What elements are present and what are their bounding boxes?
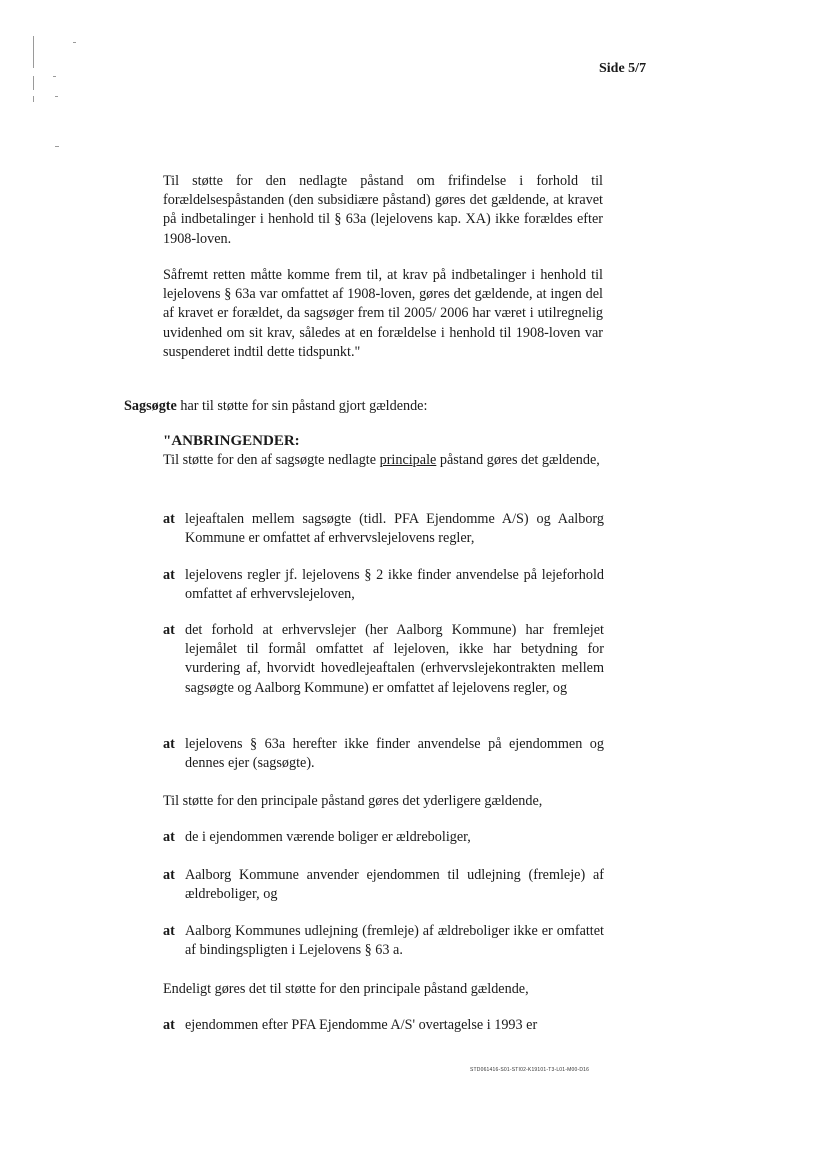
- at-item-text: lejelovens regler jf. lejelovens § 2 ikke finder anvendelse på lejeforhold omfattet af erhvervslejeloven,: [185, 567, 604, 603]
- paragraph-defendant-intro: [124, 397, 604, 416]
- at-item-text: de i ejendommen værende boliger er ældreboliger,: [185, 829, 471, 845]
- pleadings-text-end: påstand gøres det gældende,: [436, 452, 600, 469]
- pleadings-heading: "ANBRINGENDER:: [163, 433, 300, 449]
- principal-underlined: principale: [379, 452, 437, 469]
- scan-artifact: [73, 42, 76, 43]
- at-item-text: Aalborg Kommune anvender ejendommen til udlejning (fremleje) af ældreboliger, og: [185, 867, 604, 903]
- at-item: [163, 922, 604, 960]
- scan-artifact: [33, 76, 34, 90]
- scan-artifact: [55, 146, 59, 147]
- document-id: STD061416-S01-STI02-K19101-T3-L01-M00-D16: [470, 1067, 590, 1073]
- at-item: [163, 1016, 604, 1035]
- page-number: Side 5/7: [599, 61, 647, 76]
- at-label: at: [163, 1017, 175, 1033]
- at-item-text: Aalborg Kommunes udlejning (fremleje) af ældreboliger ikke er omfattet af bindingspligten i Lejelovens § 63 a.: [185, 923, 604, 959]
- scan-artifact: [53, 76, 56, 77]
- at-item: [163, 510, 604, 548]
- paragraph-pleadings: [163, 432, 603, 470]
- at-label: at: [163, 736, 175, 752]
- at-item: [163, 621, 604, 698]
- at-item-text: lejeaftalen mellem sagsøgte (tidl. PFA Ejendomme A/S) og Aalborg Kommune er omfattet af erhvervslejelovens regler,: [185, 511, 604, 547]
- defendant-intro-text: har til støtte for sin påstand gjort gældende:: [176, 398, 428, 414]
- at-label: at: [163, 867, 175, 883]
- at-item: [163, 828, 604, 847]
- at-item: [163, 866, 604, 904]
- at-item-text: ejendommen efter PFA Ejendomme A/S' overtagelse i 1993 er: [185, 1017, 538, 1033]
- defendant-label: Sagsøgte: [124, 398, 177, 414]
- at-label: at: [163, 923, 175, 939]
- at-item-text: lejelovens § 63a herefter ikke finder anvendelse på ejendommen og dennes ejer (sagsøgte).: [185, 736, 604, 772]
- at-label: at: [163, 567, 175, 583]
- at-item: [163, 566, 604, 604]
- pleadings-text-start: Til støtte for den af sagsøgte nedlagte: [163, 452, 380, 469]
- scan-artifact: [55, 96, 58, 97]
- at-label: at: [163, 622, 175, 638]
- paragraph-limitation-suspension: Såfremt retten måtte komme frem til, at krav på indbetalinger i henhold til lejelovens § 63a var omfattet af 1908-loven, gøres det gældende, at ingen del af kravet er forældet, da sagsøger frem til 2005/ 2006 har været i utilregnelig uvidenhed om sit krav, således at en forældelse i henhold til 1908-loven var suspenderet indtil dette tidspunkt.": [163, 267, 603, 360]
- at-label: at: [163, 829, 175, 845]
- paragraph-finally: Endeligt gøres det til støtte for den principale påstand gældende,: [163, 981, 529, 997]
- scan-artifact: [33, 36, 34, 68]
- scan-artifact: [33, 96, 34, 102]
- paragraph-subsidiary-claim: Til støtte for den nedlagte påstand om frifindelse i forhold til forældelsespåstanden (den subsidiære påstand) gøres det gældende, at kravet på indbetalinger i henhold til § 63a (lejelovens kap. XA) ikke forældes efter 1908-loven.: [163, 173, 603, 247]
- paragraph-further-pleadings: Til støtte for den principale påstand gøres det yderligere gældende,: [163, 793, 543, 809]
- at-item: [163, 735, 604, 773]
- at-label: at: [163, 511, 175, 527]
- at-item-text: det forhold at erhvervslejer (her Aalborg Kommune) har fremlejet lejemålet til formål omfattet af lejeloven, ikke har betydning for vurdering af, hvorvidt hovedlejeaftalen (erhvervslejekontrakten mellem sagsøgte og Aalborg Kommune) er omfattet af lejelovens regler, og: [185, 622, 604, 696]
